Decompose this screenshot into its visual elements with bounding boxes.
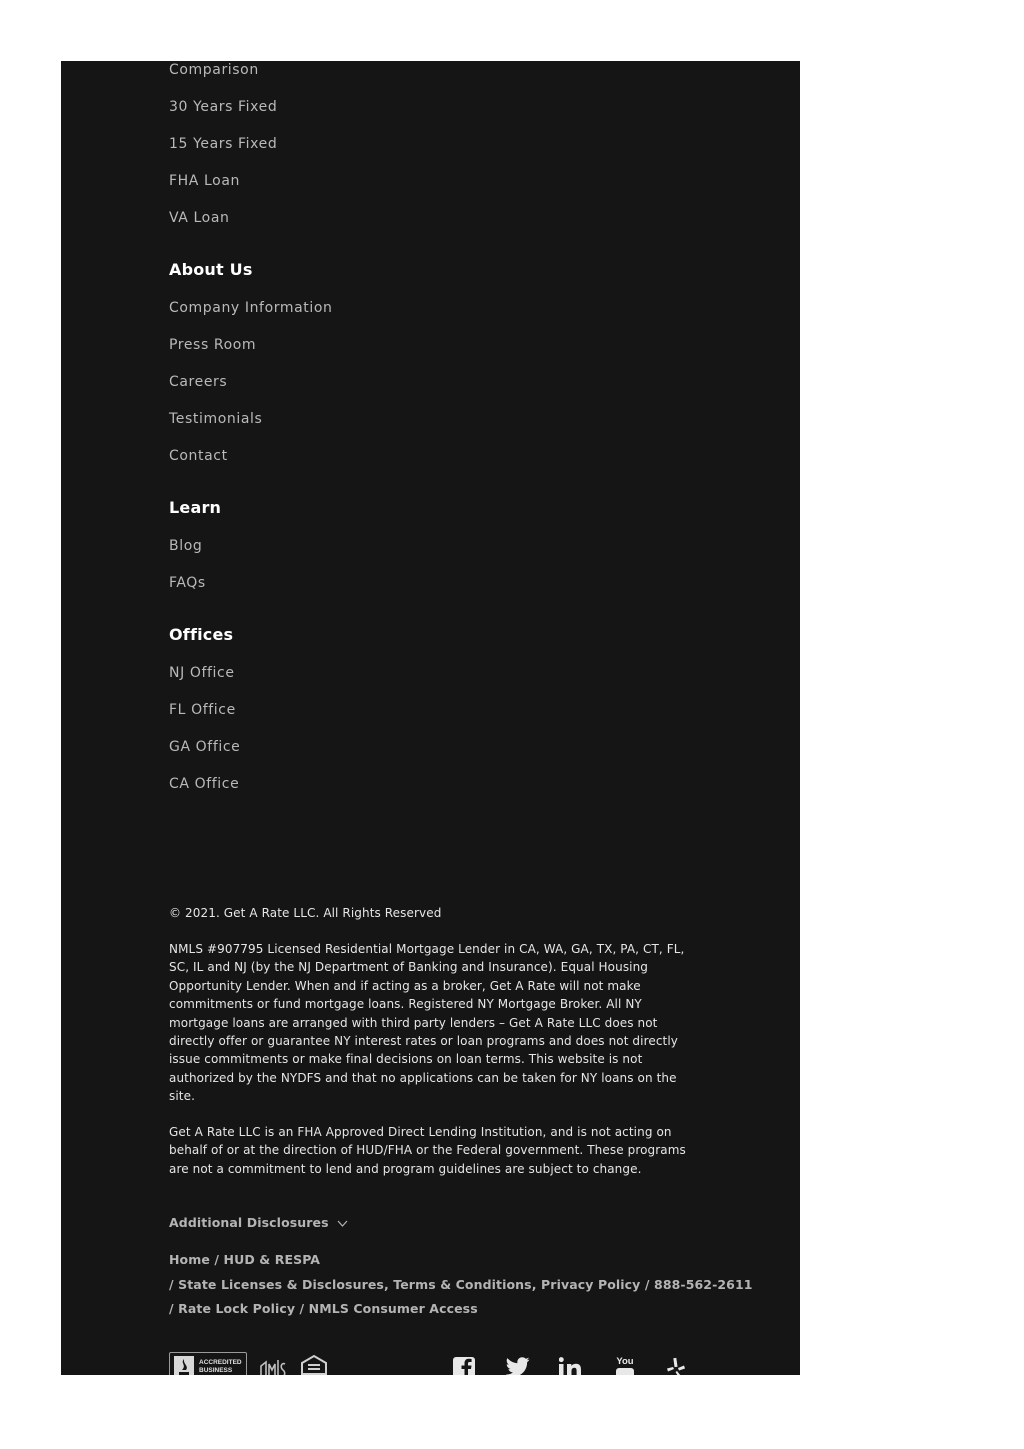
footer-link-company-information[interactable]: Company Information xyxy=(169,300,333,316)
learn-heading: Learn xyxy=(169,498,222,517)
footer-link-faqs[interactable]: FAQs xyxy=(169,575,206,591)
separator: / xyxy=(209,1252,224,1267)
nmls-disclosure-text: NMLS #907795 Licensed Residential Mortgage Lender in CA, WA, GA, TX, PA, CT, FL, SC, IL and NJ (by the NJ Department of Banking and Insurance). Equal Housing Opportunity Lender. When and if acting as a broker, Get A Rate will not make commitments or fund mortgage loans. Registered NY Mortgage Broker. All NY mortgage loans are arranged with third party lenders – Get A Rate LLC does not directly offer or guarantee NY interest rates or loan programs and does not directly issue commitments or make final decisions on loan terms. This website is not authorized by the NYDFS and that no applications can be taken for NY loans on the site. xyxy=(169,942,685,1104)
additional-disclosures-label: Additional Disclosures xyxy=(169,1215,329,1230)
bbb-torch-icon xyxy=(174,1356,194,1375)
separator: / xyxy=(169,1277,179,1292)
nmls-logo-icon[interactable] xyxy=(259,1356,287,1375)
fha-disclosure-text: Get A Rate LLC is an FHA Approved Direct Lending Institution, and is not acting on behalf of or at the direction of HUD/FHA or the Federal government. These programs are not a commitment to lend and program guidelines are subject to change. xyxy=(169,1125,686,1176)
separator: / xyxy=(169,1301,179,1316)
copyright-text: © 2021. Get A Rate LLC. All Rights Reserved xyxy=(169,906,442,920)
footer-link-comparison[interactable]: Comparison xyxy=(169,62,259,78)
yelp-icon[interactable] xyxy=(666,1357,686,1375)
equal-housing-icon[interactable] xyxy=(300,1354,328,1375)
footer-column xyxy=(169,61,753,1375)
footer-link-careers[interactable]: Careers xyxy=(169,374,228,390)
youtube-icon[interactable] xyxy=(614,1357,636,1375)
phone-link[interactable]: 888-562-2611 xyxy=(654,1277,753,1292)
separator: , xyxy=(531,1277,542,1292)
footer-link-fha-loan[interactable]: FHA Loan xyxy=(169,173,240,189)
footer-link-blog[interactable]: Blog xyxy=(169,538,203,554)
chevron-down-icon xyxy=(337,1220,348,1227)
youtube-icon-label: You xyxy=(616,1356,634,1367)
facebook-icon[interactable] xyxy=(453,1357,475,1375)
about-us-heading: About Us xyxy=(169,260,253,279)
site-footer xyxy=(61,61,800,1375)
footer-link-va-loan[interactable]: VA Loan xyxy=(169,210,230,226)
footer-link-30-years-fixed[interactable]: 30 Years Fixed xyxy=(169,99,278,115)
terms-conditions-link[interactable]: Terms & Conditions xyxy=(393,1277,532,1292)
nmls-consumer-access-link[interactable]: NMLS Consumer Access xyxy=(308,1301,478,1316)
footer-link-testimonials[interactable]: Testimonials xyxy=(169,411,263,427)
bbb-label-line-2: BUSINESS xyxy=(199,1367,233,1374)
footer-link-15-years-fixed[interactable]: 15 Years Fixed xyxy=(169,136,278,152)
bottom-links-line-1 xyxy=(169,1252,320,1267)
footer-link-press-room[interactable]: Press Room xyxy=(169,337,257,353)
hud-respa-link[interactable]: HUD & RESPA xyxy=(223,1252,321,1267)
footer-link-nj-office[interactable]: NJ Office xyxy=(169,665,235,681)
separator: , xyxy=(383,1277,394,1292)
bbb-label-line-1: ACCREDITED xyxy=(199,1359,242,1366)
rate-lock-policy-link[interactable]: Rate Lock Policy xyxy=(178,1301,296,1316)
twitter-icon[interactable] xyxy=(506,1357,530,1375)
privacy-policy-link[interactable]: Privacy Policy xyxy=(541,1277,641,1292)
footer-link-contact[interactable]: Contact xyxy=(169,448,228,464)
bottom-links-line-2 xyxy=(169,1277,753,1292)
footer-link-ga-office[interactable]: GA Office xyxy=(169,739,241,755)
home-link[interactable]: Home xyxy=(169,1252,210,1267)
bottom-links-line-3 xyxy=(169,1301,478,1316)
footer-link-ca-office[interactable]: CA Office xyxy=(169,776,240,792)
state-licenses-link[interactable]: State Licenses & Disclosures xyxy=(178,1277,384,1292)
separator: / xyxy=(640,1277,655,1292)
footer-link-fl-office[interactable]: FL Office xyxy=(169,702,236,718)
linkedin-icon[interactable] xyxy=(559,1357,583,1375)
bbb-accredited-badge[interactable] xyxy=(169,1352,247,1375)
separator: / xyxy=(295,1301,309,1316)
offices-heading: Offices xyxy=(169,625,234,644)
additional-disclosures-toggle[interactable] xyxy=(169,1215,348,1230)
